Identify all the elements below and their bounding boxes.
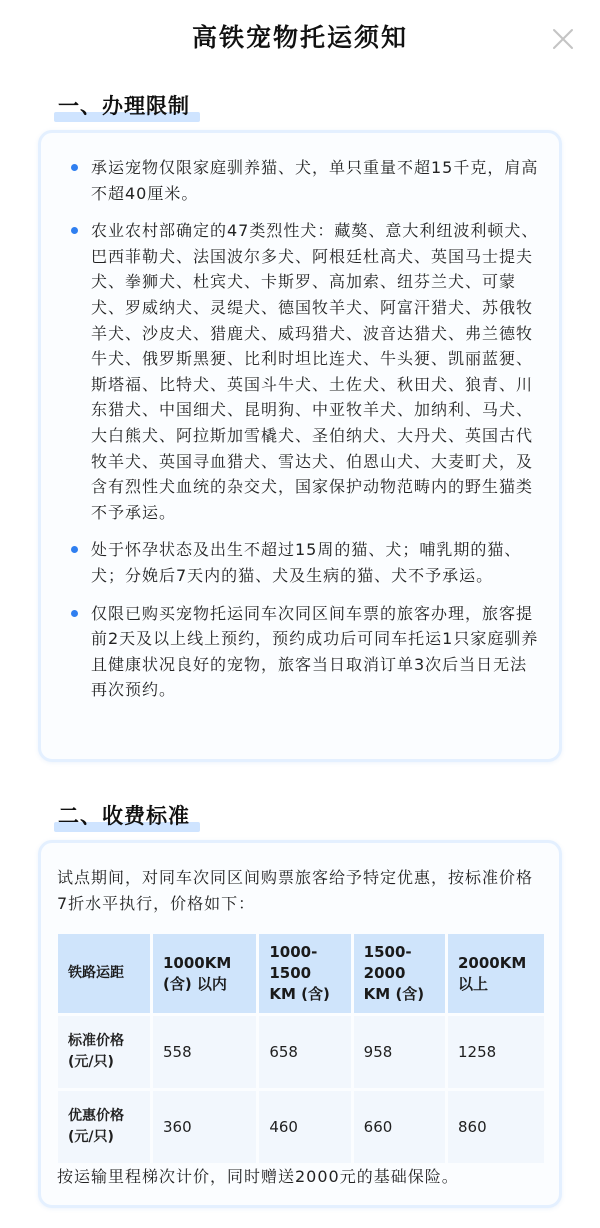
rule-text: 处于怀孕状态及出生不超过15周的猫、犬；哺乳期的猫、犬；分娩后7天内的猫、犬及生病的猫、犬不予承运。 <box>91 540 522 585</box>
restrictions-list <box>41 133 559 703</box>
fees-intro: 试点期间，对同车次同区间购票旅客给予特定优惠，按标准价格7折水平执行，价格如下： <box>57 868 534 913</box>
section-heading-text: 二、收费标准 <box>58 804 190 828</box>
bullet-icon <box>71 164 78 171</box>
list-item <box>71 537 539 588</box>
table-cell: 658 <box>259 1016 350 1088</box>
fees-note: 按运输里程梯次计价，同时赠送2000元的基础保险。 <box>57 1167 459 1186</box>
fee-table <box>55 931 547 1166</box>
table-cell: 460 <box>259 1091 350 1163</box>
table-cell: 660 <box>354 1091 445 1163</box>
column-header: 铁路运距 <box>58 934 150 1013</box>
close-icon[interactable] <box>552 28 574 50</box>
header <box>0 0 600 78</box>
table-row <box>58 1091 544 1163</box>
section-heading-fees <box>58 800 190 830</box>
table-row <box>58 1016 544 1088</box>
rule-text: 农业农村部确定的47类烈性犬：藏獒、意大利纽波利顿犬、巴西菲勒犬、法国波尔多犬、阿根廷杜高犬、英国马士提夫犬、拳狮犬、杜宾犬、卡斯罗、高加索、纽芬兰犬、可蒙犬、罗威纳犬、灵缇犬、德国牧羊犬、阿富汗猎犬、苏俄牧羊犬、沙皮犬、猎鹿犬、威玛猎犬、波音达猎犬、弗兰德牧牛犬、俄罗斯黑㹴、比利时坦比连犬、牛头㹴、凯丽蓝㹴、斯塔福、比特犬、英国斗牛犬、土佐犬、秋田犬、狼青、川东猎犬、中国细犬、昆明狗、中亚牧羊犬、加纳利、马犬、大白熊犬、阿拉斯加雪橇犬、圣伯纳犬、大丹犬、英国古代牧羊犬、英国寻血猎犬、雪达犬、伯恩山犬、大麦町犬，及含有烈性犬血统的杂交犬，国家保护动物范畴内的野生猫类不予承运。 <box>91 221 539 522</box>
row-label: 优惠价格 (元/只) <box>58 1091 150 1163</box>
bullet-icon <box>71 227 78 234</box>
list-item <box>71 155 539 206</box>
page-title: 高铁宠物托运须知 <box>191 23 408 52</box>
table-cell: 360 <box>153 1091 256 1163</box>
table-cell: 860 <box>448 1091 544 1163</box>
restrictions-card <box>38 130 562 762</box>
row-label: 标准价格 (元/只) <box>58 1016 150 1088</box>
column-header: 1000-1500 KM (含) <box>259 934 350 1013</box>
bullet-icon <box>71 610 78 617</box>
rule-text: 承运宠物仅限家庭驯养猫、犬，单只重量不超15千克，肩高不超40厘米。 <box>91 158 539 203</box>
section-heading-text: 一、办理限制 <box>58 94 190 118</box>
list-item <box>71 601 539 703</box>
table-header-row <box>58 934 544 1013</box>
rule-text: 仅限已购买宠物托运同车次同区间车票的旅客办理，旅客提前2天及以上线上预约，预约成功后可同车托运1只家庭驯养且健康状况良好的宠物，旅客当日取消订单3次后当日无法再次预约。 <box>91 603 539 700</box>
table-cell: 958 <box>354 1016 445 1088</box>
fees-card <box>38 840 562 1208</box>
table-cell: 1258 <box>448 1016 544 1088</box>
column-header: 1000KM (含) 以内 <box>153 934 256 1013</box>
bullet-icon <box>71 546 78 553</box>
table-cell: 558 <box>153 1016 256 1088</box>
column-header: 1500-2000 KM (含) <box>354 934 445 1013</box>
list-item <box>71 218 539 525</box>
column-header: 2000KM 以上 <box>448 934 544 1013</box>
section-heading-restrictions <box>58 90 190 120</box>
